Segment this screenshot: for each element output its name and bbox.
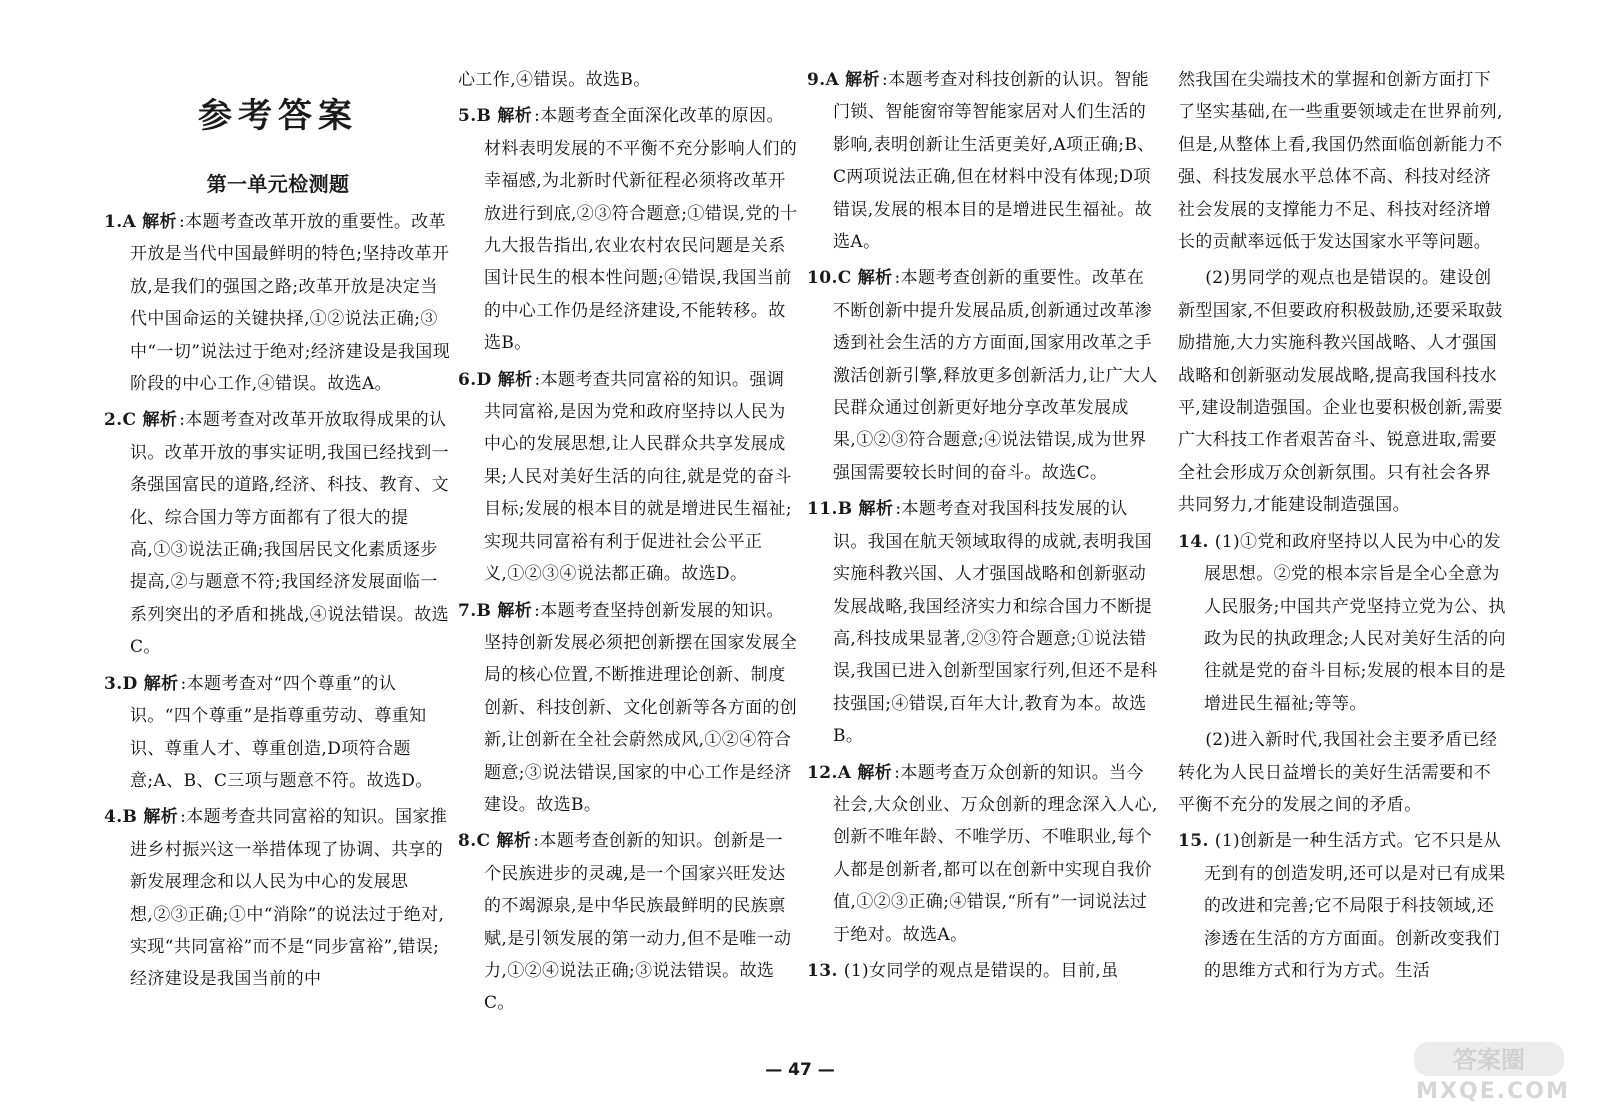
column-4 — [1178, 64, 1508, 991]
answer-item — [1178, 825, 1508, 987]
answer-text: :本题考查创新的重要性。改革在不断创新中提升发展品质,创新通过改革渗透到社会生活的方方面面,国家用改革之手激活创新引擎,释放更多创新活力,让广大人民群众通过创新更好地分享改革发展成果,①②③符合题意;④说法错误,成为世界强国需要较长时间的奋斗。故选C。 — [833, 268, 1158, 483]
analysis-label: 解析 — [858, 499, 894, 520]
page-number: — 47 — — [765, 1060, 835, 1080]
answer-item — [1178, 724, 1508, 821]
watermark-logo — [1408, 1040, 1578, 1104]
answer-text: :本题考查全面深化改革的原因。材料表明发展的不平衡不充分影响人们的幸福感,为北新时代新征程必须将改革开放进行到底,②③符合题意;①错误,党的十九大报告指出,农业农村农民问题是关系国计民生的根本性问题;④错误,我国当前的中心工作仍是经济建设,不能转移。故选B。 — [484, 106, 798, 354]
answer-number: 5.B — [458, 106, 492, 127]
answer-number: 8.C — [458, 831, 491, 852]
answer-text: 心工作,④错误。故选B。 — [458, 70, 651, 90]
answer-list-2 — [458, 64, 798, 1020]
analysis-label: 解析 — [142, 410, 178, 431]
answer-text: :本题考查对改革开放取得成果的认识。改革开放的事实证明,我国已经找到一条强国富民的道路,经济、科技、教育、文化、综合国力等方面都有了很大的提高,①③说法正确;我国居民文化素质逐步提高,②与题意不符;我国经济发展面临一系列突出的矛盾和挑战,④说法错误。故选C。 — [130, 410, 450, 658]
answer-text: (1)女同学的观点是错误的。目前,虽 — [843, 960, 1119, 981]
answer-text: :本题考查对科技创新的认识。智能门锁、智能窗帘等智能家居对人们生活的影响,表明创新让生活更美好,A项正确;B、C两项说法正确,但在材料中没有体现;D项错误,发展的根本目的是增进民生福祉。故选A。 — [833, 70, 1155, 253]
answer-text: :本题考查对我国科技发展的认识。我国在航天领域取得的成就,表明我国实施科教兴国、人才强国战略和创新驱动发展战略,我国经济实力和综合国力不断提高,科技成果显著,②③符合题意;①说法错误,我国已进入创新型国家行列,但还不是科技强国;④错误,百年大计,教育为本。故选B。 — [833, 499, 1158, 747]
column-1 — [104, 64, 452, 1000]
answer-list-3 — [807, 64, 1159, 987]
answer-text: :本题考查创新的知识。创新是一个民族进步的灵魂,是一个国家兴旺发达的不竭源泉,是中华民族最鲜明的民族禀赋,是引领发展的第一动力,但不是唯一动力,①②④说法正确;③说法错误。故选C。 — [484, 831, 792, 1014]
answer-item — [104, 801, 452, 995]
answer-number: 1.A — [104, 212, 137, 232]
answer-item — [807, 955, 1159, 987]
page-title: 参考答案 — [198, 96, 358, 136]
answer-number: 3.D — [104, 673, 138, 694]
answer-item — [458, 595, 798, 822]
answer-text: 然我国在尖端技术的掌握和创新方面打下了坚实基础,在一些重要领域走在世界前列,但是,从整体上看,我国仍然面临创新能力不强、科技发展水平总体不高、科技对经济社会发展的支撑能力不足、科技对经济增长的贡献率远低于发达国家水平等问题。 — [1178, 70, 1503, 253]
answer-item — [1178, 64, 1508, 258]
answer-item — [458, 100, 798, 359]
svg-text:MXQE.COM: MXQE.COM — [1416, 1079, 1570, 1104]
answer-number: 7.B — [458, 600, 492, 621]
analysis-label: 解析 — [497, 106, 533, 127]
column-2 — [458, 64, 798, 1024]
answer-item — [807, 493, 1159, 752]
answer-item — [104, 404, 452, 663]
answer-text: :本题考查改革开放的重要性。改革开放是当代中国最鲜明的特色;坚持改革开放,是我们的强国之路;改革开放是决定当代中国命运的关键抉择,①②说法正确;③中“一切”说法过于绝对;经济建设是我国现阶段的中心工作,④错误。故选A。 — [130, 212, 451, 395]
answer-number: 2.C — [104, 410, 137, 431]
analysis-label: 解析 — [497, 369, 533, 390]
answer-item — [458, 825, 798, 1019]
analysis-label: 解析 — [143, 807, 179, 828]
answer-text: :本题考查对“四个尊重”的认识。“四个尊重”是指尊重劳动、尊重知识、尊重人才、尊重创造,D项符合题意;A、B、C三项与题意不符。故选D。 — [130, 673, 433, 791]
answer-item — [807, 757, 1159, 951]
answer-number: 13. — [807, 960, 838, 981]
answer-list-1 — [104, 206, 452, 996]
analysis-label: 解析 — [496, 831, 532, 852]
answer-text: (2)进入新时代,我国社会主要矛盾已经转化为人民日益增长的美好生活需要和不平衡不充分的发展之间的矛盾。 — [1178, 730, 1498, 815]
answer-item — [104, 206, 452, 400]
answer-text: :本题考查万众创新的知识。当今社会,大众创业、万众创新的理念深入人心,创新不唯年龄、不唯学历、不唯职业,每个人都是创新者,都可以在创新中实现自我价值,①②③正确;④错误,“所有”一词说法过于绝对。故选A。 — [833, 762, 1158, 945]
answer-text: :本题考查共同富裕的知识。强调共同富裕,是因为党和政府坚持以人民为中心的发展思想,让人民群众共享发展成果;人民对美好生活的向往,就是党的奋斗目标;发展的根本目的就是增进民生福祉;实现共同富裕有利于促进社会公平正义,①②③④说法都正确。故选D。 — [484, 369, 793, 585]
answer-text: (1)创新是一种生活方式。它不只是从无到有的创造发明,还可以是对已有成果的改进和完善;它不局限于科技领域,还渗透在生活的方方面面。创新改变我们的思维方式和行为方式。生活 — [1204, 831, 1506, 981]
answer-item — [807, 262, 1159, 489]
analysis-label: 解析 — [857, 268, 893, 289]
answer-item — [807, 64, 1159, 258]
analysis-label: 解析 — [497, 600, 533, 621]
answer-list-4 — [1178, 64, 1508, 987]
analysis-label: 解析 — [142, 212, 177, 232]
column-3 — [807, 64, 1159, 991]
answer-item — [104, 668, 452, 798]
answer-number: 11.B — [807, 499, 853, 520]
svg-text:答案圈: 答案圈 — [1453, 1046, 1525, 1074]
answer-text: :本题考查共同富裕的知识。国家推进乡村振兴这一举措体现了协调、共享的新发展理念和以人民为中心的发展思想,②③正确;①中“消除”的说法过于绝对,实现“共同富裕”而不是“同步富裕”,错误;经济建设是我国当前的中 — [130, 807, 448, 990]
answer-number: 15. — [1178, 831, 1209, 852]
answer-number: 14. — [1178, 531, 1209, 552]
answer-text: :本题考查坚持创新发展的知识。坚持创新发展必须把创新摆在国家发展全局的核心位置,不断推进理论创新、制度创新、科技创新、文化创新等各方面的创新,让创新在全社会蔚然成风,①②④符合题意;③说法错误,国家的中心工作是经济建设。故选B。 — [484, 600, 798, 815]
answer-item — [1178, 526, 1508, 720]
answer-number: 9.A — [807, 70, 840, 90]
analysis-label: 解析 — [845, 70, 880, 90]
answer-number: 4.B — [104, 807, 138, 828]
answer-number: 12.A — [807, 762, 852, 783]
analysis-label: 解析 — [857, 762, 893, 783]
answer-number: 6.D — [458, 369, 492, 390]
answer-item — [1178, 262, 1508, 521]
answer-item — [458, 64, 798, 96]
answer-text: (1)①党和政府坚持以人民为中心的发展思想。②党的根本宗旨是全心全意为人民服务;中国共产党坚持立党为公、执政为民的执政理念;人民对美好生活的向往就是党的奋斗目标;发展的根本目的是增进民生福祉;等等。 — [1204, 531, 1506, 714]
section-title: 第一单元检测题 — [206, 172, 350, 196]
answer-text: (2)男同学的观点也是错误的。建设创新型国家,不但要政府积极鼓励,还要采取鼓励措施,大力实施科教兴国战略、人才强国战略和创新驱动发展战略,提高我国科技水平,建设制造强国。企业也要积极创新,需要广大科技工作者艰苦奋斗、锐意进取,需要全社会形成万众创新氛围。只有社会各界共同努力,才能建设制造强国。 — [1178, 268, 1503, 516]
analysis-label: 解析 — [143, 673, 179, 694]
answer-item — [458, 364, 798, 591]
answer-number: 10.C — [807, 268, 852, 289]
